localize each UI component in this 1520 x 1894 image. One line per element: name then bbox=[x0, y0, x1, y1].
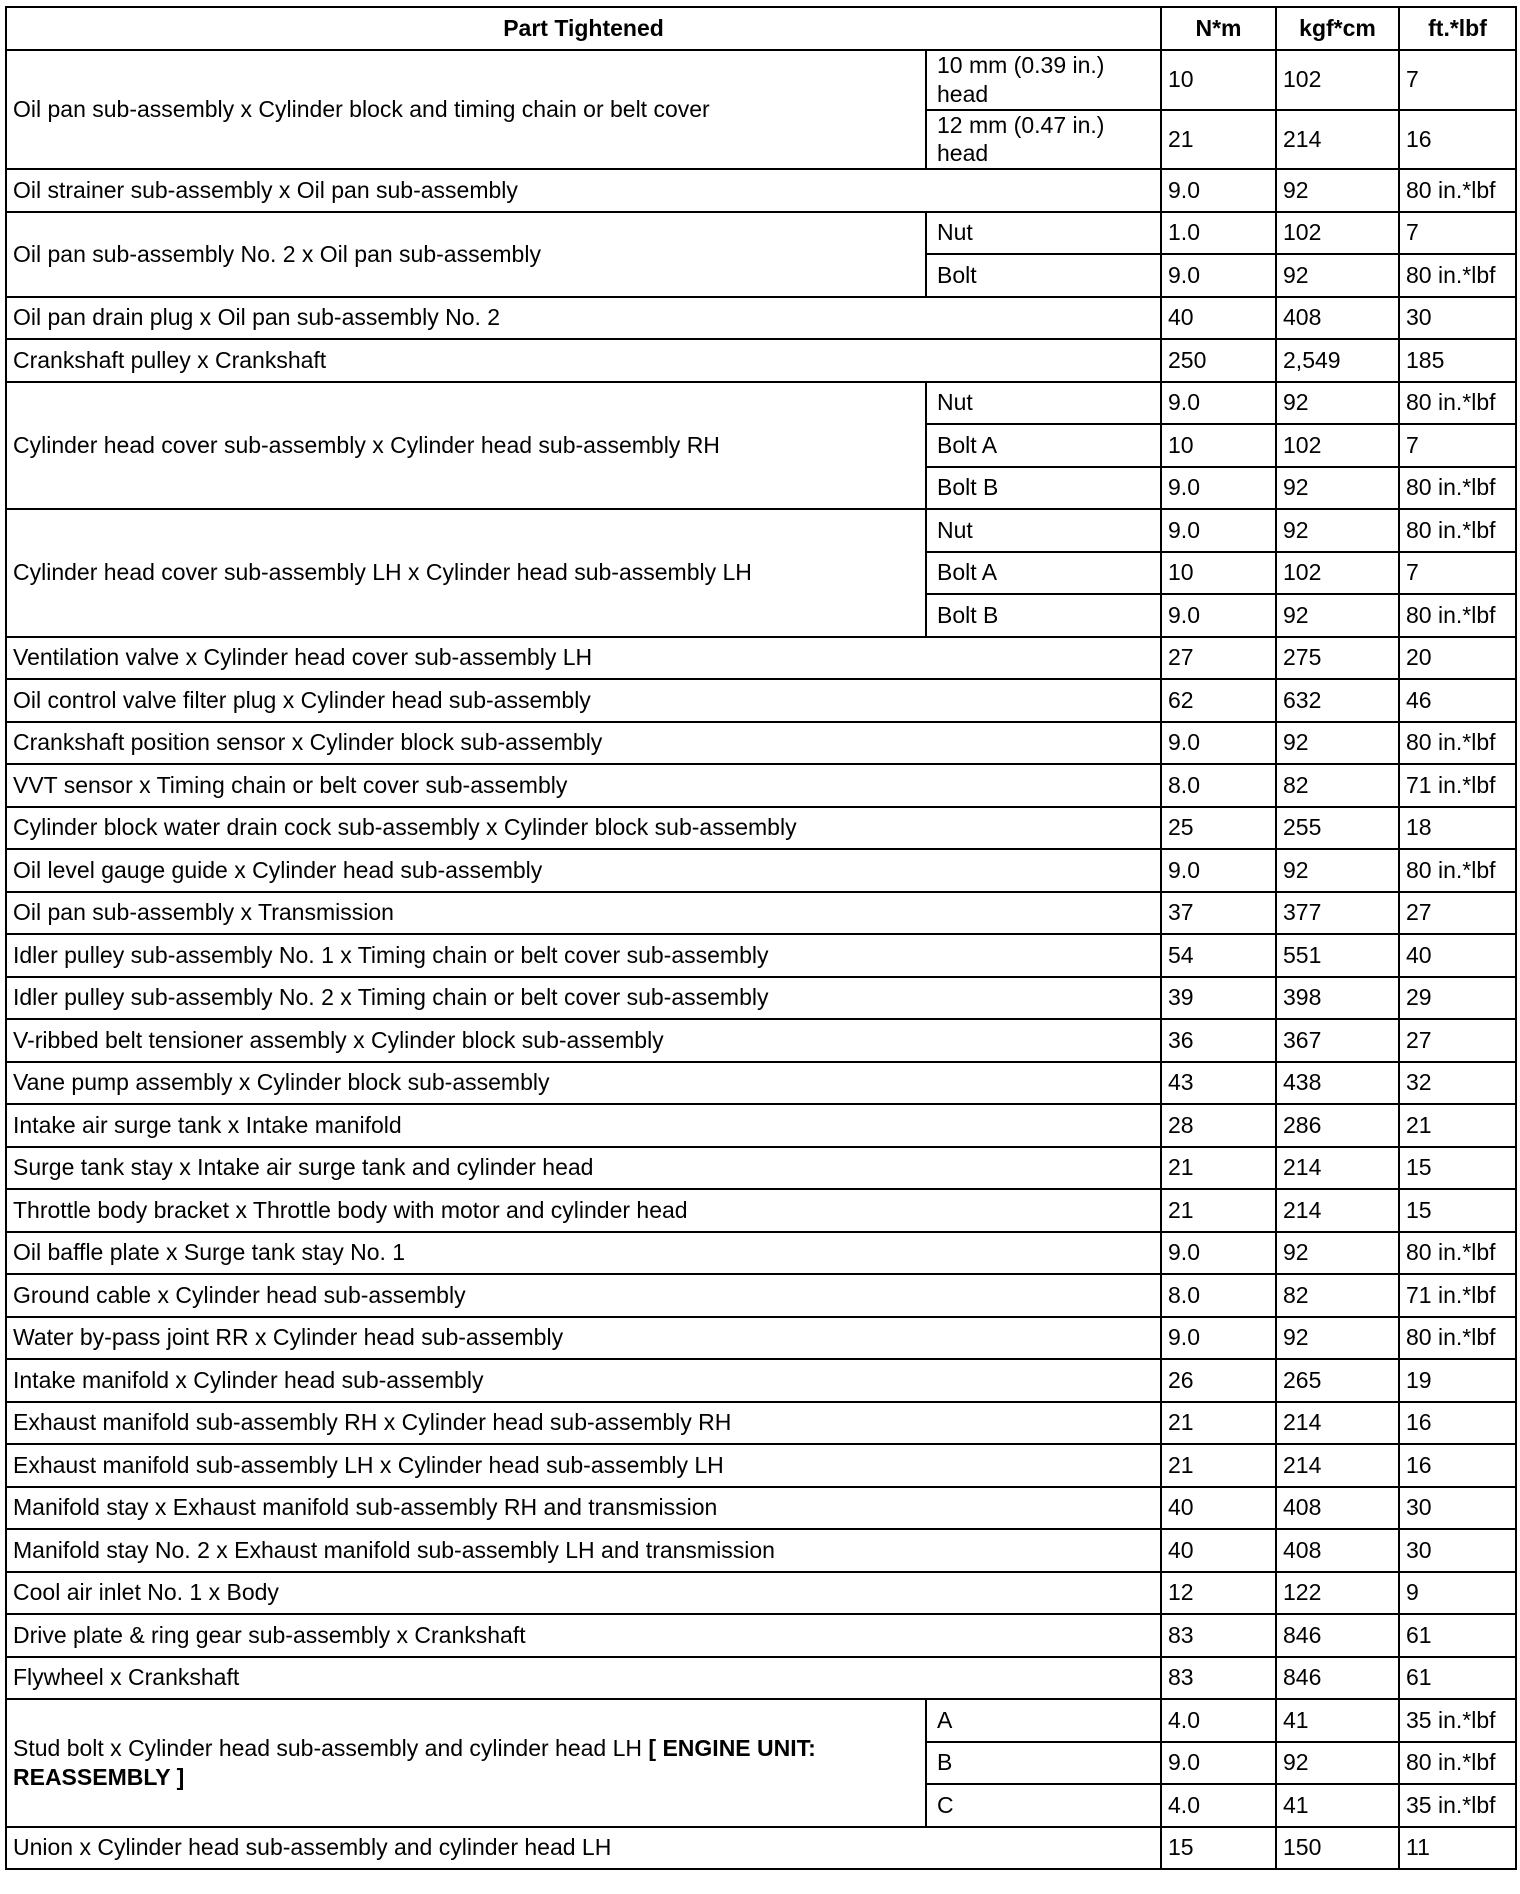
kgfcm-cell: 214 bbox=[1276, 1402, 1399, 1445]
ftlbf-cell: 16 bbox=[1399, 110, 1516, 170]
nm-cell: 250 bbox=[1161, 339, 1276, 382]
nm-cell: 9.0 bbox=[1161, 594, 1276, 637]
kgfcm-cell: 377 bbox=[1276, 892, 1399, 935]
part-name: Cylinder head cover sub-assembly LH x Cylinder head sub-assembly LH bbox=[13, 559, 752, 586]
kgfcm-cell: 265 bbox=[1276, 1359, 1399, 1402]
sub-condition-cell: Nut bbox=[926, 382, 1161, 425]
table-row bbox=[6, 1487, 1516, 1530]
nm-cell: 28 bbox=[1161, 1104, 1276, 1147]
table-row bbox=[6, 297, 1516, 340]
kgfcm-cell: 92 bbox=[1276, 722, 1399, 765]
kgfcm-cell: 286 bbox=[1276, 1104, 1399, 1147]
nm-cell: 37 bbox=[1161, 892, 1276, 935]
table-row bbox=[6, 722, 1516, 765]
part-cell: Drive plate & ring gear sub-assembly x Crankshaft bbox=[6, 1614, 1161, 1657]
part-cell bbox=[6, 509, 926, 637]
ftlbf-cell: 16 bbox=[1399, 1402, 1516, 1445]
kgfcm-cell: 102 bbox=[1276, 212, 1399, 255]
table-row bbox=[6, 807, 1516, 850]
kgfcm-cell: 122 bbox=[1276, 1572, 1399, 1615]
table-row bbox=[6, 679, 1516, 722]
sub-condition-cell: A bbox=[926, 1699, 1161, 1742]
table-row bbox=[6, 1359, 1516, 1402]
ftlbf-cell: 15 bbox=[1399, 1147, 1516, 1190]
table-row bbox=[6, 509, 1516, 552]
kgfcm-cell: 398 bbox=[1276, 977, 1399, 1020]
sub-condition-cell: Bolt bbox=[926, 254, 1161, 297]
ftlbf-cell: 27 bbox=[1399, 1019, 1516, 1062]
nm-cell: 12 bbox=[1161, 1572, 1276, 1615]
table-row bbox=[6, 764, 1516, 807]
table-row bbox=[6, 1317, 1516, 1360]
table-row bbox=[6, 1147, 1516, 1190]
kgfcm-cell: 41 bbox=[1276, 1784, 1399, 1827]
kgfcm-cell: 92 bbox=[1276, 169, 1399, 212]
part-cell: VVT sensor x Timing chain or belt cover sub-assembly bbox=[6, 764, 1161, 807]
part-cell: Manifold stay No. 2 x Exhaust manifold sub-assembly LH and transmission bbox=[6, 1529, 1161, 1572]
nm-cell: 10 bbox=[1161, 424, 1276, 467]
table-row bbox=[6, 1274, 1516, 1317]
nm-cell: 15 bbox=[1161, 1827, 1276, 1870]
kgfcm-cell: 255 bbox=[1276, 807, 1399, 850]
part-cell: Crankshaft position sensor x Cylinder block sub-assembly bbox=[6, 722, 1161, 765]
table-row bbox=[6, 892, 1516, 935]
kgfcm-cell: 150 bbox=[1276, 1827, 1399, 1870]
kgfcm-cell: 367 bbox=[1276, 1019, 1399, 1062]
kgfcm-cell: 846 bbox=[1276, 1657, 1399, 1700]
nm-cell: 43 bbox=[1161, 1062, 1276, 1105]
nm-cell: 21 bbox=[1161, 1189, 1276, 1232]
sub-condition-cell: B bbox=[926, 1742, 1161, 1785]
ftlbf-cell: 80 in.*lbf bbox=[1399, 1742, 1516, 1785]
torque-spec-sheet bbox=[5, 6, 1517, 1870]
ftlbf-cell: 15 bbox=[1399, 1189, 1516, 1232]
ftlbf-cell: 7 bbox=[1399, 552, 1516, 595]
nm-cell: 10 bbox=[1161, 552, 1276, 595]
ftlbf-cell: 30 bbox=[1399, 297, 1516, 340]
part-cell: Idler pulley sub-assembly No. 2 x Timing chain or belt cover sub-assembly bbox=[6, 977, 1161, 1020]
table-row bbox=[6, 849, 1516, 892]
ftlbf-cell: 80 in.*lbf bbox=[1399, 382, 1516, 425]
nm-cell: 9.0 bbox=[1161, 849, 1276, 892]
table-row bbox=[6, 1827, 1516, 1870]
ftlbf-cell: 32 bbox=[1399, 1062, 1516, 1105]
ftlbf-cell: 30 bbox=[1399, 1529, 1516, 1572]
nm-cell: 27 bbox=[1161, 637, 1276, 680]
header-ftlbf: ft.*lbf bbox=[1399, 7, 1516, 50]
nm-cell: 39 bbox=[1161, 977, 1276, 1020]
ftlbf-cell: 7 bbox=[1399, 50, 1516, 110]
nm-cell: 9.0 bbox=[1161, 1317, 1276, 1360]
kgfcm-cell: 92 bbox=[1276, 594, 1399, 637]
part-cell: Oil control valve filter plug x Cylinder head sub-assembly bbox=[6, 679, 1161, 722]
kgfcm-cell: 92 bbox=[1276, 382, 1399, 425]
kgfcm-cell: 408 bbox=[1276, 1487, 1399, 1530]
part-cell: Cylinder block water drain cock sub-assembly x Cylinder block sub-assembly bbox=[6, 807, 1161, 850]
table-row bbox=[6, 1402, 1516, 1445]
nm-cell: 83 bbox=[1161, 1657, 1276, 1700]
nm-cell: 40 bbox=[1161, 1529, 1276, 1572]
kgfcm-cell: 214 bbox=[1276, 1189, 1399, 1232]
table-row bbox=[6, 637, 1516, 680]
part-note: [ ENGINE UNIT: REASSEMBLY ] bbox=[13, 1735, 816, 1790]
table-row bbox=[6, 1444, 1516, 1487]
part-cell: Oil level gauge guide x Cylinder head sub-assembly bbox=[6, 849, 1161, 892]
nm-cell: 83 bbox=[1161, 1614, 1276, 1657]
kgfcm-cell: 92 bbox=[1276, 1317, 1399, 1360]
ftlbf-cell: 35 in.*lbf bbox=[1399, 1784, 1516, 1827]
nm-cell: 21 bbox=[1161, 1444, 1276, 1487]
part-cell bbox=[6, 212, 926, 297]
ftlbf-cell: 61 bbox=[1399, 1614, 1516, 1657]
kgfcm-cell: 102 bbox=[1276, 50, 1399, 110]
part-cell: Cool air inlet No. 1 x Body bbox=[6, 1572, 1161, 1615]
nm-cell: 36 bbox=[1161, 1019, 1276, 1062]
kgfcm-cell: 102 bbox=[1276, 552, 1399, 595]
ftlbf-cell: 21 bbox=[1399, 1104, 1516, 1147]
kgfcm-cell: 214 bbox=[1276, 1444, 1399, 1487]
part-cell: Exhaust manifold sub-assembly RH x Cylinder head sub-assembly RH bbox=[6, 1402, 1161, 1445]
part-cell: Flywheel x Crankshaft bbox=[6, 1657, 1161, 1700]
part-cell bbox=[6, 1699, 926, 1827]
nm-cell: 9.0 bbox=[1161, 254, 1276, 297]
nm-cell: 9.0 bbox=[1161, 467, 1276, 510]
table-row bbox=[6, 934, 1516, 977]
part-cell: Ground cable x Cylinder head sub-assembly bbox=[6, 1274, 1161, 1317]
table-row bbox=[6, 1232, 1516, 1275]
table-row bbox=[6, 1019, 1516, 1062]
nm-cell: 25 bbox=[1161, 807, 1276, 850]
nm-cell: 10 bbox=[1161, 50, 1276, 110]
ftlbf-cell: 9 bbox=[1399, 1572, 1516, 1615]
nm-cell: 9.0 bbox=[1161, 509, 1276, 552]
part-cell: V-ribbed belt tensioner assembly x Cylinder block sub-assembly bbox=[6, 1019, 1161, 1062]
ftlbf-cell: 61 bbox=[1399, 1657, 1516, 1700]
header-part-tightened: Part Tightened bbox=[6, 7, 1161, 50]
kgfcm-cell: 82 bbox=[1276, 1274, 1399, 1317]
nm-cell: 21 bbox=[1161, 110, 1276, 170]
kgfcm-cell: 275 bbox=[1276, 637, 1399, 680]
ftlbf-cell: 80 in.*lbf bbox=[1399, 1317, 1516, 1360]
part-cell: Crankshaft pulley x Crankshaft bbox=[6, 339, 1161, 382]
kgfcm-cell: 92 bbox=[1276, 1232, 1399, 1275]
nm-cell: 21 bbox=[1161, 1402, 1276, 1445]
ftlbf-cell: 185 bbox=[1399, 339, 1516, 382]
part-cell: Ventilation valve x Cylinder head cover sub-assembly LH bbox=[6, 637, 1161, 680]
nm-cell: 62 bbox=[1161, 679, 1276, 722]
sub-condition-cell: 12 mm (0.47 in.) head bbox=[926, 110, 1161, 170]
nm-cell: 8.0 bbox=[1161, 1274, 1276, 1317]
ftlbf-cell: 18 bbox=[1399, 807, 1516, 850]
ftlbf-cell: 80 in.*lbf bbox=[1399, 594, 1516, 637]
ftlbf-cell: 80 in.*lbf bbox=[1399, 849, 1516, 892]
ftlbf-cell: 80 in.*lbf bbox=[1399, 254, 1516, 297]
part-name: Oil pan sub-assembly x Cylinder block and timing chain or belt cover bbox=[13, 96, 710, 123]
nm-cell: 9.0 bbox=[1161, 1742, 1276, 1785]
ftlbf-cell: 71 in.*lbf bbox=[1399, 764, 1516, 807]
nm-cell: 4.0 bbox=[1161, 1784, 1276, 1827]
ftlbf-cell: 46 bbox=[1399, 679, 1516, 722]
kgfcm-cell: 408 bbox=[1276, 297, 1399, 340]
kgfcm-cell: 92 bbox=[1276, 254, 1399, 297]
table-row bbox=[6, 1614, 1516, 1657]
torque-table bbox=[5, 6, 1517, 1870]
table-row bbox=[6, 169, 1516, 212]
header-row bbox=[6, 7, 1516, 50]
part-cell: Manifold stay x Exhaust manifold sub-assembly RH and transmission bbox=[6, 1487, 1161, 1530]
sub-condition-cell: Nut bbox=[926, 509, 1161, 552]
sub-condition-cell: Nut bbox=[926, 212, 1161, 255]
part-cell: Oil pan sub-assembly x Transmission bbox=[6, 892, 1161, 935]
nm-cell: 8.0 bbox=[1161, 764, 1276, 807]
table-row bbox=[6, 1529, 1516, 1572]
part-cell: Oil pan drain plug x Oil pan sub-assembly No. 2 bbox=[6, 297, 1161, 340]
part-cell bbox=[6, 382, 926, 510]
table-row bbox=[6, 1572, 1516, 1615]
ftlbf-cell: 80 in.*lbf bbox=[1399, 467, 1516, 510]
nm-cell: 9.0 bbox=[1161, 382, 1276, 425]
sub-condition-cell: 10 mm (0.39 in.) head bbox=[926, 50, 1161, 110]
nm-cell: 9.0 bbox=[1161, 722, 1276, 765]
ftlbf-cell: 7 bbox=[1399, 424, 1516, 467]
ftlbf-cell: 16 bbox=[1399, 1444, 1516, 1487]
ftlbf-cell: 80 in.*lbf bbox=[1399, 169, 1516, 212]
part-cell: Surge tank stay x Intake air surge tank and cylinder head bbox=[6, 1147, 1161, 1190]
nm-cell: 40 bbox=[1161, 1487, 1276, 1530]
nm-cell: 9.0 bbox=[1161, 169, 1276, 212]
nm-cell: 4.0 bbox=[1161, 1699, 1276, 1742]
table-row bbox=[6, 1189, 1516, 1232]
ftlbf-cell: 35 in.*lbf bbox=[1399, 1699, 1516, 1742]
part-cell: Exhaust manifold sub-assembly LH x Cylinder head sub-assembly LH bbox=[6, 1444, 1161, 1487]
table-row bbox=[6, 50, 1516, 110]
ftlbf-cell: 80 in.*lbf bbox=[1399, 1232, 1516, 1275]
part-cell: Vane pump assembly x Cylinder block sub-assembly bbox=[6, 1062, 1161, 1105]
ftlbf-cell: 20 bbox=[1399, 637, 1516, 680]
part-cell: Water by-pass joint RR x Cylinder head sub-assembly bbox=[6, 1317, 1161, 1360]
kgfcm-cell: 92 bbox=[1276, 1742, 1399, 1785]
nm-cell: 9.0 bbox=[1161, 1232, 1276, 1275]
sub-condition-cell: C bbox=[926, 1784, 1161, 1827]
kgfcm-cell: 92 bbox=[1276, 849, 1399, 892]
part-cell: Oil baffle plate x Surge tank stay No. 1 bbox=[6, 1232, 1161, 1275]
kgfcm-cell: 551 bbox=[1276, 934, 1399, 977]
kgfcm-cell: 92 bbox=[1276, 509, 1399, 552]
kgfcm-cell: 214 bbox=[1276, 1147, 1399, 1190]
table-row bbox=[6, 339, 1516, 382]
kgfcm-cell: 2,549 bbox=[1276, 339, 1399, 382]
table-row bbox=[6, 1699, 1516, 1742]
table-row bbox=[6, 1062, 1516, 1105]
table-row bbox=[6, 1104, 1516, 1147]
ftlbf-cell: 7 bbox=[1399, 212, 1516, 255]
sub-condition-cell: Bolt A bbox=[926, 424, 1161, 467]
part-name: Oil pan sub-assembly No. 2 x Oil pan sub-assembly bbox=[13, 240, 541, 267]
nm-cell: 21 bbox=[1161, 1147, 1276, 1190]
kgfcm-cell: 214 bbox=[1276, 110, 1399, 170]
nm-cell: 54 bbox=[1161, 934, 1276, 977]
part-cell: Intake air surge tank x Intake manifold bbox=[6, 1104, 1161, 1147]
table-row bbox=[6, 212, 1516, 255]
part-cell: Oil strainer sub-assembly x Oil pan sub-assembly bbox=[6, 169, 1161, 212]
part-name: Cylinder head cover sub-assembly x Cylinder head sub-assembly RH bbox=[13, 431, 720, 458]
sub-condition-cell: Bolt B bbox=[926, 467, 1161, 510]
nm-cell: 1.0 bbox=[1161, 212, 1276, 255]
sub-condition-cell: Bolt A bbox=[926, 552, 1161, 595]
kgfcm-cell: 41 bbox=[1276, 1699, 1399, 1742]
ftlbf-cell: 40 bbox=[1399, 934, 1516, 977]
kgfcm-cell: 82 bbox=[1276, 764, 1399, 807]
table-row bbox=[6, 977, 1516, 1020]
nm-cell: 40 bbox=[1161, 297, 1276, 340]
part-cell: Union x Cylinder head sub-assembly and cylinder head LH bbox=[6, 1827, 1161, 1870]
part-name: Stud bolt x Cylinder head sub-assembly and cylinder head LH bbox=[13, 1735, 649, 1761]
kgfcm-cell: 92 bbox=[1276, 467, 1399, 510]
table-row bbox=[6, 382, 1516, 425]
ftlbf-cell: 11 bbox=[1399, 1827, 1516, 1870]
ftlbf-cell: 80 in.*lbf bbox=[1399, 509, 1516, 552]
kgfcm-cell: 408 bbox=[1276, 1529, 1399, 1572]
header-nm: N*m bbox=[1161, 7, 1276, 50]
part-cell: Intake manifold x Cylinder head sub-assembly bbox=[6, 1359, 1161, 1402]
ftlbf-cell: 27 bbox=[1399, 892, 1516, 935]
part-cell: Idler pulley sub-assembly No. 1 x Timing chain or belt cover sub-assembly bbox=[6, 934, 1161, 977]
table-body bbox=[6, 50, 1516, 1869]
kgfcm-cell: 632 bbox=[1276, 679, 1399, 722]
part-cell: Throttle body bracket x Throttle body with motor and cylinder head bbox=[6, 1189, 1161, 1232]
kgfcm-cell: 438 bbox=[1276, 1062, 1399, 1105]
ftlbf-cell: 29 bbox=[1399, 977, 1516, 1020]
sub-condition-cell: Bolt B bbox=[926, 594, 1161, 637]
part-cell bbox=[6, 50, 926, 169]
ftlbf-cell: 19 bbox=[1399, 1359, 1516, 1402]
header-kgfcm: kgf*cm bbox=[1276, 7, 1399, 50]
kgfcm-cell: 846 bbox=[1276, 1614, 1399, 1657]
ftlbf-cell: 30 bbox=[1399, 1487, 1516, 1530]
nm-cell: 26 bbox=[1161, 1359, 1276, 1402]
table-row bbox=[6, 1657, 1516, 1700]
ftlbf-cell: 71 in.*lbf bbox=[1399, 1274, 1516, 1317]
kgfcm-cell: 102 bbox=[1276, 424, 1399, 467]
ftlbf-cell: 80 in.*lbf bbox=[1399, 722, 1516, 765]
